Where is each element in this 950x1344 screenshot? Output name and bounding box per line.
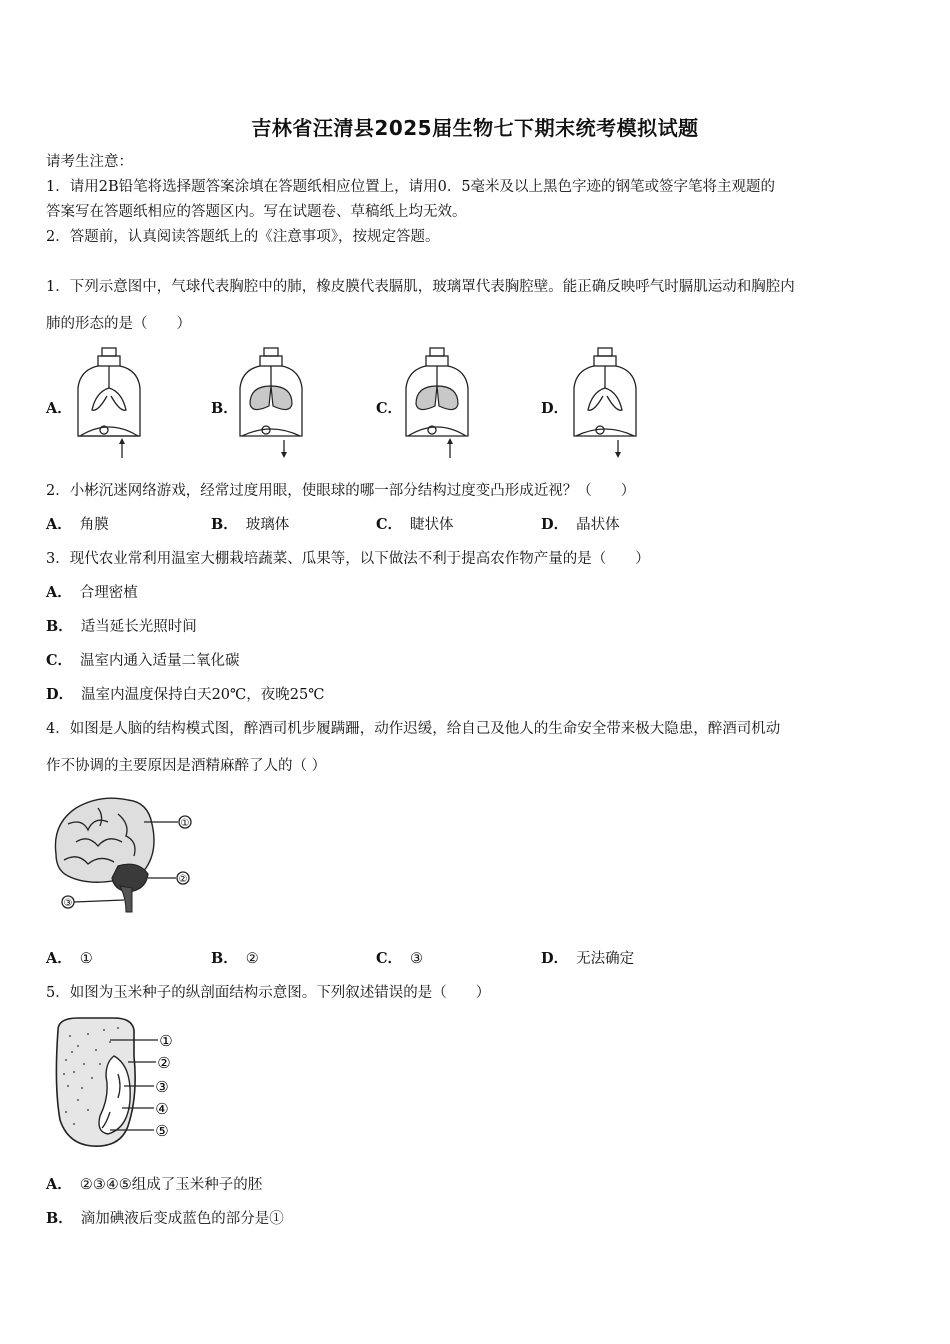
notice-item-1-line-1: 1．请用2B铅笔将选择题答案涂填在答题纸相应位置上，请用0．5毫米及以上黑色字迹的钢笔或签字笔将主观题的: [46, 179, 776, 195]
q5-option-b-text: 滴加碘液后变成蓝色的部分是①: [80, 1211, 284, 1227]
q5-seed-label-2: ②: [157, 1054, 171, 1072]
q5-corn-seed-figure: [48, 1016, 178, 1152]
q2-option-a-text: 角膜: [79, 517, 109, 533]
q1-bell-jar-figure-c: [402, 346, 472, 462]
q4-option-b-label: B．: [211, 950, 238, 967]
q4-option-a: [46, 949, 93, 969]
q3-option-b: [46, 617, 197, 637]
q4-option-d-label: D．: [541, 950, 569, 967]
q5-seed-label-4: ④: [155, 1100, 169, 1118]
q3-option-a-text: 合理密植: [79, 585, 138, 601]
q2-stem: 2．小彬沉迷网络游戏，经常过度用眼，使眼球的哪一部分结构过度变凸形成近视？（ ）: [46, 483, 636, 499]
q4-option-c-text: ③: [410, 951, 424, 967]
q2-option-b-label: B．: [211, 516, 238, 533]
q5-option-a-text: ②③④⑤组成了玉米种子的胚: [79, 1177, 263, 1193]
q2-option-d-label: D．: [541, 516, 569, 533]
q4-option-a-text: ①: [79, 951, 93, 967]
q2-option-c-text: 睫状体: [410, 517, 454, 533]
q4-stem-line-2: 作不协调的主要原因是酒精麻醉了人的（ ）: [46, 758, 327, 774]
q3-option-a-label: A．: [46, 584, 72, 601]
q4-option-b: [211, 949, 259, 969]
q1-option-c-label: C．: [376, 400, 403, 417]
q3-option-a: [46, 583, 138, 603]
q3-option-b-label: B．: [46, 618, 73, 635]
q3-option-d: [46, 685, 324, 705]
q5-option-b: [46, 1209, 284, 1229]
q3-option-c-label: C．: [46, 652, 73, 669]
q2-option-a-label: A．: [46, 516, 72, 533]
q1-stem-line-1: 1．下列示意图中，气球代表胸腔中的肺，橡皮膜代表膈肌，玻璃罩代表胸腔壁。能正确反映呼气时膈肌运动和胸腔内: [46, 279, 795, 295]
q1-option-a-label: A．: [46, 400, 72, 417]
q1-bell-jar-figure-a: [74, 346, 144, 462]
q1-option-b-label: B．: [211, 400, 238, 417]
q1-stem-line-2: 肺的形态的是（ ）: [46, 316, 191, 332]
q5-stem: 5．如图为玉米种子的纵剖面结构示意图。下列叙述错误的是（ ）: [46, 985, 491, 1001]
q2-option-b-text: 玻璃体: [245, 517, 290, 533]
q4-brain-label-1: ①: [180, 818, 190, 829]
notice-heading: 请考生注意：: [46, 154, 133, 170]
notice-item-2: 2．答题前，认真阅读答题纸上的《注意事项》，按规定答题。: [46, 229, 440, 245]
q2-option-b: [211, 515, 289, 535]
q1-bell-jar-figure-b: [236, 346, 306, 462]
q5-option-a: [46, 1175, 262, 1195]
q5-seed-label-5: ⑤: [155, 1122, 169, 1140]
q2-option-c-label: C．: [376, 516, 403, 533]
q3-stem: 3．现代农业常利用温室大棚栽培蔬菜、瓜果等，以下做法不利于提高农作物产量的是（ ）: [46, 551, 650, 567]
q3-option-d-label: D．: [46, 686, 74, 703]
q5-seed-label-1: ①: [159, 1032, 173, 1050]
page-title: 吉林省汪清县2025届生物七下期末统考模拟试题: [251, 116, 699, 140]
q5-option-b-label: B．: [46, 1210, 73, 1227]
q4-option-a-label: A．: [46, 950, 72, 967]
q3-option-b-text: 适当延长光照时间: [80, 619, 197, 635]
q1-option-d-label: D．: [541, 400, 569, 417]
q4-brain-label-2: ②: [178, 874, 188, 885]
q4-option-d-text: 无法确定: [576, 951, 635, 967]
q5-option-a-label: A．: [46, 1176, 72, 1193]
q4-option-d: [541, 949, 634, 969]
q3-option-c-text: 温室内通入适量二氧化碳: [80, 653, 240, 669]
q4-stem-line-1: 4．如图是人脑的结构模式图，醉酒司机步履蹒跚，动作迟缓，给自己及他人的生命安全带来极大隐患，醉酒司机动: [46, 721, 781, 737]
q4-brain-figure: [48, 794, 198, 922]
q2-option-c: [376, 515, 454, 535]
q4-option-c-label: C．: [376, 950, 403, 967]
q1-bell-jar-figure-d: [570, 346, 640, 462]
q2-option-a: [46, 515, 109, 535]
q4-brain-label-3: ③: [63, 898, 73, 909]
q2-option-d-text: 晶状体: [576, 517, 620, 533]
notice-item-1-line-2: 答案写在答题纸相应的答题区内。写在试题卷、草稿纸上均无效。: [46, 204, 467, 220]
q5-seed-label-3: ③: [155, 1078, 169, 1096]
q2-option-d: [541, 515, 620, 535]
q3-option-c: [46, 651, 240, 671]
q4-option-c: [376, 949, 423, 969]
q4-option-b-text: ②: [245, 951, 259, 967]
q3-option-d-text: 温室内温度保持白天20℃，夜晚25℃: [81, 687, 325, 703]
